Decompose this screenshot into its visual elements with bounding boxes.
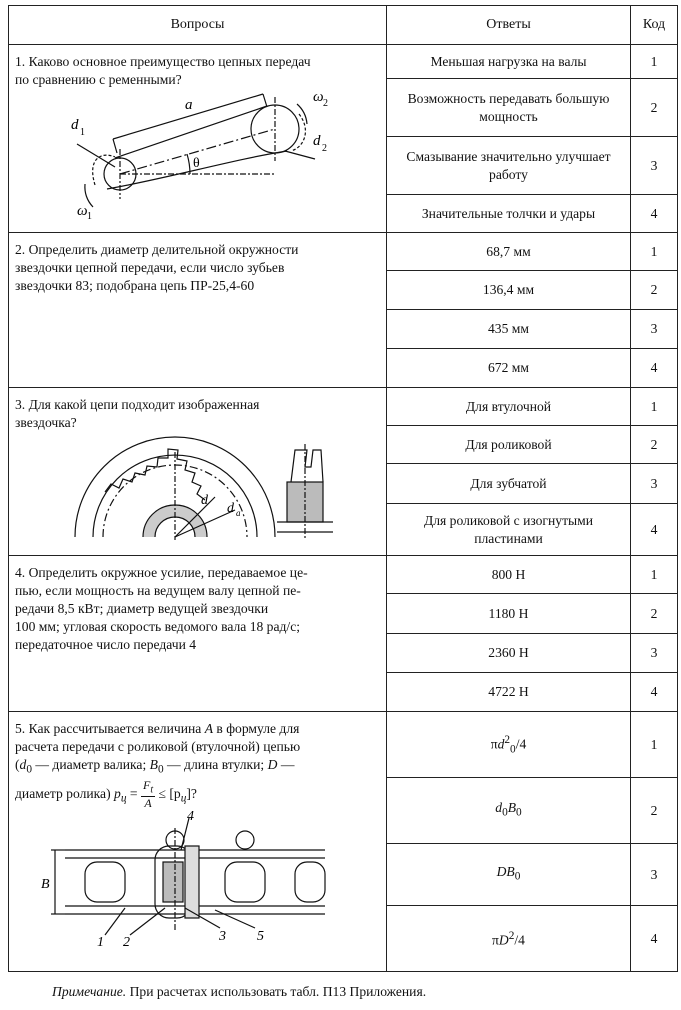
label-omega1: ω — [77, 203, 88, 219]
answer-2-3: 435 мм — [387, 310, 631, 349]
ans52-var2: B — [507, 800, 517, 816]
table-row — [9, 556, 678, 594]
label-1: 1 — [97, 935, 104, 951]
code-3-3: 3 — [631, 464, 678, 504]
roller-chain-figure — [15, 810, 375, 950]
q5-line4a: диаметр ролика) — [15, 785, 111, 801]
q5-line3d: — — [280, 757, 295, 772]
label-d2-sub: 2 — [322, 143, 327, 154]
label-3: 3 — [219, 929, 226, 945]
table-row — [9, 45, 678, 79]
label-omega2-sub: 2 — [323, 98, 328, 109]
table-row — [9, 712, 678, 778]
ans53-sub1: 0 — [514, 870, 521, 883]
ans54-sup: 2 — [508, 930, 515, 943]
question-2-text: 2. Определить диаметр делительной окружности звездочки цепной передачи, если число зубьев звездочки 83; подобрана цепь ПР-25,4-60 — [15, 242, 299, 293]
code-2-2: 2 — [631, 271, 678, 310]
answer-5-2 — [387, 778, 631, 844]
header-row — [9, 6, 678, 45]
answer-4-4: 4722 Н — [387, 673, 631, 712]
q5-line1: 5. Как рассчитывается величина — [15, 721, 202, 736]
ans54-var: D — [498, 932, 509, 948]
label-5: 5 — [257, 929, 264, 945]
sprocket-figure — [15, 432, 375, 542]
footnote-text: При расчетах использовать табл. П13 Приложения. — [126, 984, 427, 999]
answer-3-3: Для зубчатой — [387, 464, 631, 504]
question-3 — [9, 388, 387, 556]
question-4 — [9, 556, 387, 712]
answer-4-1: 800 Н — [387, 556, 631, 594]
q5-d0-sub: 0 — [26, 763, 32, 776]
answer-1-1: Меньшая нагрузка на валы — [387, 45, 631, 79]
code-5-4: 4 — [631, 906, 678, 972]
quiz-table — [8, 5, 678, 972]
ans52-var1: d — [495, 800, 503, 816]
code-4-3: 3 — [631, 634, 678, 673]
ans52-sub2: 0 — [516, 806, 522, 819]
answer-5-3 — [387, 844, 631, 906]
formula-num-sub: t — [150, 784, 154, 796]
answer-3-2: Для роликовой — [387, 426, 631, 464]
label-omega1-sub: 1 — [87, 211, 92, 222]
answer-5-1 — [387, 712, 631, 778]
label-da-sub: a — [236, 508, 241, 518]
code-1-3: 3 — [631, 137, 678, 195]
answer-2-4: 672 мм — [387, 349, 631, 388]
q5-b0-sub: 0 — [157, 763, 164, 776]
formula-eq: = — [129, 785, 138, 801]
answer-4-2: 1180 Н — [387, 594, 631, 634]
answer-1-3: Смазывание значительно улучшает работу — [387, 137, 631, 195]
formula-num-var: F — [142, 777, 151, 792]
answer-1-4: Значительные толчки и удары — [387, 195, 631, 233]
formula-num — [141, 779, 155, 797]
question-5 — [9, 712, 387, 972]
label-d: d — [201, 493, 208, 508]
code-1-4: 4 — [631, 195, 678, 233]
code-5-1: 1 — [631, 712, 678, 778]
q5-formula — [114, 777, 197, 811]
label-theta: θ — [193, 156, 200, 171]
ans54-pre: π — [492, 932, 499, 948]
question-3-text: 3. Для какой цепи подходит изображенная звездочка? — [15, 397, 260, 430]
label-2: 2 — [123, 935, 130, 951]
ans51-var: d — [497, 736, 505, 752]
formula-p: p — [114, 785, 121, 801]
question-1 — [9, 45, 387, 233]
question-2 — [9, 233, 387, 388]
code-1-2: 2 — [631, 79, 678, 137]
code-3-1: 1 — [631, 388, 678, 426]
answer-5-4 — [387, 906, 631, 972]
formula-den: A — [144, 796, 152, 811]
ans54-post: /4 — [514, 932, 525, 948]
q5-line3c: — длина втулки; — [167, 757, 265, 772]
formula-rhs-sub: ц — [180, 792, 187, 805]
q5-line2: расчета передачи с роликовой (втулочной) цепью — [15, 739, 301, 754]
question-1-text: 1. Каково основное преимущество цепных передач по сравнению с ременными? — [15, 54, 311, 87]
chain-drive-figure — [15, 89, 375, 229]
header-questions: Вопросы — [9, 6, 387, 45]
header-code: Код — [631, 6, 678, 45]
answer-3-4: Для роликовой с изогнутыми пластинами — [387, 504, 631, 556]
formula-fraction — [141, 779, 155, 810]
answer-1-2: Возможность передавать большую мощность — [387, 79, 631, 137]
q5-d: D — [267, 757, 278, 772]
label-omega2: ω — [313, 89, 324, 105]
q5-line3a: ( — [15, 757, 20, 772]
ans53-var1: DB — [496, 864, 515, 880]
label-4: 4 — [187, 810, 194, 825]
question-5-text — [15, 720, 380, 810]
code-2-1: 1 — [631, 233, 678, 271]
label-d1: d — [71, 117, 79, 133]
answer-2-2: 136,4 мм — [387, 271, 631, 310]
label-a: a — [185, 97, 193, 113]
label-d1-sub: 1 — [80, 127, 85, 138]
label-b: B — [41, 877, 50, 893]
footnote — [52, 984, 426, 1000]
formula-rhs: ≤ [p — [158, 785, 181, 801]
formula-end: ]? — [186, 785, 197, 801]
ans51-sup: 2 — [504, 733, 511, 746]
q5-var-a: A — [204, 721, 213, 736]
formula-p-sub: ц — [120, 792, 127, 805]
header-answers: Ответы — [387, 6, 631, 45]
table-row — [9, 233, 678, 271]
code-2-3: 3 — [631, 310, 678, 349]
answer-2-1: 68,7 мм — [387, 233, 631, 271]
ans51-post: /4 — [515, 736, 527, 752]
code-3-2: 2 — [631, 426, 678, 464]
code-4-2: 2 — [631, 594, 678, 634]
label-d2: d — [313, 133, 321, 149]
code-4-4: 4 — [631, 673, 678, 712]
ans51-sub: 0 — [510, 743, 516, 756]
answer-3-1: Для втулочной — [387, 388, 631, 426]
q5-line3b: — диаметр валика; — [35, 757, 147, 772]
q5-line1b: в формуле для — [216, 721, 300, 736]
answer-4-3: 2360 Н — [387, 634, 631, 673]
question-4-text: 4. Определить окружное усилие, передаваемое це- пью, если мощность на ведущем валу цепной пе- редачи 8,5 кВт; диаметр ведущей звездочки 100 мм; угловая скорость ведомого вала 18 рад/с; передаточное число передачи 4 — [15, 565, 308, 652]
label-da: d — [227, 501, 234, 516]
code-2-4: 4 — [631, 349, 678, 388]
q5-b0: B — [149, 757, 158, 772]
code-4-1: 1 — [631, 556, 678, 594]
code-1-1: 1 — [631, 45, 678, 79]
ans52-sub1: 0 — [502, 806, 508, 819]
q5-d0: d — [19, 757, 27, 772]
code-5-2: 2 — [631, 778, 678, 844]
code-3-4: 4 — [631, 504, 678, 556]
table-row — [9, 388, 678, 426]
footnote-label: Примечание. — [52, 984, 127, 999]
code-5-3: 3 — [631, 844, 678, 906]
ans51-pre: π — [490, 736, 498, 752]
